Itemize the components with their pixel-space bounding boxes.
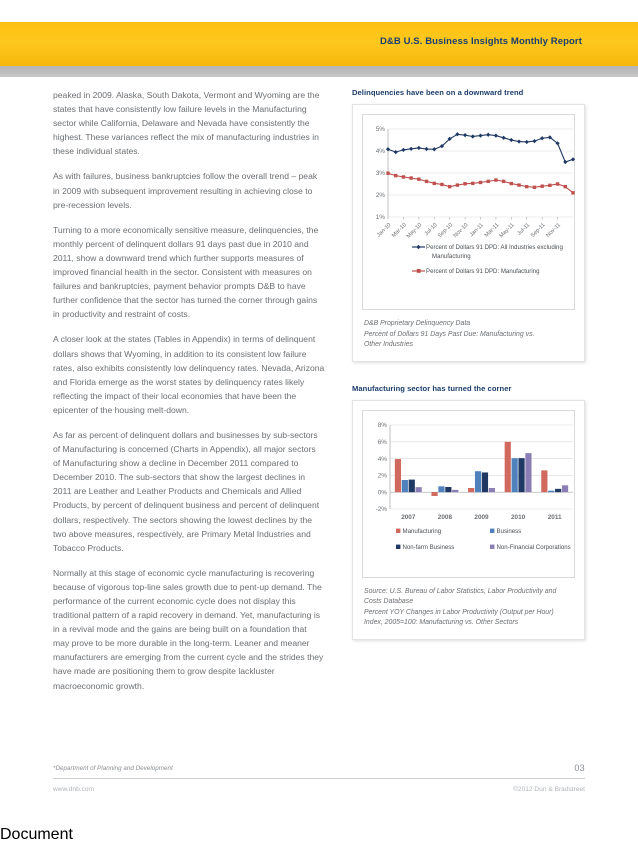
svg-text:8%: 8% — [377, 421, 387, 429]
svg-text:3%: 3% — [375, 170, 385, 178]
page-content — [0, 88, 638, 760]
line-chart-svg — [366, 121, 580, 301]
paragraph: Turning to a more economically sensitive measure, delinquencies, the monthly percent of delinquent dollars 91 days past due in 2010 and 2011, show a downward trend which further supports measures of improved financial health in the sector. Consistent with measures on failures and bankruptcies, payment behavior prompts D&B to have further confidence that the sector has turned the corner through gains in productivity and restraint of costs. — [53, 224, 319, 320]
svg-text:Percent of Dollars 91 DPD: All: Percent of Dollars 91 DPD: All Industries excluding — [426, 244, 563, 251]
delinquency-chart-block — [352, 88, 585, 362]
svg-text:May-11: May-11 — [498, 222, 516, 240]
chart-one-plot — [362, 114, 575, 310]
footer-department: *Department of Planning and Development — [53, 765, 173, 772]
caption-line: Source: U.S. Bureau of Labor Statistics, Labor Productivity and — [364, 587, 557, 595]
svg-text:Mar-11: Mar-11 — [483, 222, 501, 239]
svg-text:1%: 1% — [375, 214, 385, 222]
chart-two-heading: Manufacturing sector has turned the corner — [352, 383, 512, 393]
chart-two-panel — [352, 400, 585, 640]
svg-text:Manufacturing: Manufacturing — [402, 527, 442, 535]
footer-divider — [53, 778, 585, 779]
svg-text:2010: 2010 — [510, 513, 526, 521]
caption-line: D&B Proprietary Delinquency Data — [364, 320, 471, 327]
caption-line: Percent YOY Changes in Labor Productivity (Output per Hour) — [364, 608, 554, 616]
bar-chart-svg — [366, 417, 580, 569]
footer-copyright: ©2012 Dun & Bradstreet — [513, 786, 585, 793]
header-gold-band — [0, 22, 638, 66]
svg-text:2%: 2% — [377, 472, 387, 480]
svg-text:Nov-11: Nov-11 — [545, 222, 562, 239]
svg-text:May-10: May-10 — [405, 222, 424, 240]
chart-one-heading: Delinquencies have been on a downward trend — [352, 88, 524, 97]
footer-page-number: 03 — [574, 763, 585, 773]
page-footer — [0, 760, 638, 826]
footer-url[interactable]: www.dnb.com — [53, 786, 95, 793]
svg-text:Sep-11: Sep-11 — [529, 222, 547, 239]
report-title: D&B U.S. Business Insights Monthly Report — [379, 36, 582, 47]
svg-text:2009: 2009 — [474, 513, 489, 521]
caption-line: Costs Database — [364, 598, 414, 605]
svg-text:5%: 5% — [375, 126, 385, 134]
svg-text:2008: 2008 — [437, 513, 453, 521]
paragraph: Normally at this stage of economic cycle manufacturing is recovering because of vigorous top-line sales growth due to pent-up demand. The performance of the current economic cycle does not display this traditional pattern of a rapid recovery in demand. Yet, manufacturing is in a revival mode and the gains are being built on a foundation that may prove to be more durable in the long-term. Leaner and meaner manufacturers are emerging from the current cycle and the strides they have made are positioning them to grow despite lackluster macroeconomic growth. — [53, 567, 324, 691]
chart-one-caption — [362, 319, 575, 351]
svg-text:Business: Business — [496, 527, 522, 535]
svg-text:Non-farm Business: Non-farm Business — [402, 543, 455, 551]
svg-text:Jan-11: Jan-11 — [468, 222, 485, 239]
svg-text:Manufacturing: Manufacturing — [432, 253, 471, 260]
productivity-chart-block — [352, 384, 585, 640]
svg-text:Percent of Dollars 91 DPD: Man: Percent of Dollars 91 DPD: Manufacturing — [426, 268, 540, 275]
paragraph: As with failures, business bankruptcies follow the overall trend – peak in 2009 with subsequent improvement resulting in achieving close to pre-recession levels. — [53, 171, 318, 210]
article-text-column — [53, 88, 325, 704]
svg-text:Non-Financial Corporations: Non-Financial Corporations — [496, 543, 571, 551]
svg-text:Jul-10: Jul-10 — [423, 222, 439, 238]
svg-text:Sep-10: Sep-10 — [437, 222, 455, 240]
paragraph: A closer look at the states (Tables in Appendix) in terms of delinquent dollars shows that Wyoming, in addition to its consistent low failure rates, also exhibits consistently low delinquency rates. Nevada, Arizona and Florida emerge as the worst states by delinquency rates likely reflecting the impact of their local economies that have been the epicenter of the housing melt-down. — [53, 334, 325, 415]
svg-text:6%: 6% — [377, 438, 387, 446]
caption-line: Percent of Dollars 91 Days Past Due: Manufacturing vs. — [364, 330, 535, 338]
paragraph: peaked in 2009. Alaska, South Dakota, Vermont and Wyoming are the states that have consistently low failure levels in the Manufacturing sector while California, Delaware and Nevada have consistently the highest. These variances reflect the mix of manufacturing industries in these individual states. — [53, 90, 320, 157]
svg-text:2007: 2007 — [401, 513, 416, 521]
svg-text:Jan-10: Jan-10 — [376, 222, 393, 239]
svg-text:Mar-10: Mar-10 — [391, 222, 408, 239]
svg-text:4%: 4% — [377, 455, 387, 463]
svg-text:4%: 4% — [375, 148, 385, 156]
paragraph: As far as percent of delinquent dollars and businesses by sub-sectors of Manufacturing is concerned (Charts in Appendix), all major sectors of Manufacturing show a decline in December 2011 compared to December 2010. The sub-sectors that show the largest declines in 2011 are Leather and Leather Products and Chemicals and Allied Products, by percent of delinquent business and percent of delinquent dollars, respectively. The sectors showing the lowest declines by the two above measures, respectively, are Primary Metal Industries and Tobacco Products. — [53, 429, 320, 553]
header-grey-band — [0, 66, 638, 77]
svg-text:-2%: -2% — [375, 505, 387, 513]
caption-line: Index, 2005=100: Manufacturing vs. Other Sectors — [364, 619, 519, 626]
svg-text:0%: 0% — [377, 488, 387, 496]
chart-two-caption — [362, 587, 575, 629]
chart-one-panel — [352, 104, 585, 362]
svg-text:Nov-10: Nov-10 — [452, 222, 470, 240]
chart-two-plot — [362, 410, 575, 578]
caption-line: Other Industries — [364, 341, 414, 348]
chart-column — [352, 88, 585, 662]
svg-text:2011: 2011 — [547, 513, 562, 521]
svg-text:Jul-11: Jul-11 — [516, 222, 532, 237]
header-white-strip — [0, 0, 638, 22]
svg-text:2%: 2% — [375, 192, 385, 200]
